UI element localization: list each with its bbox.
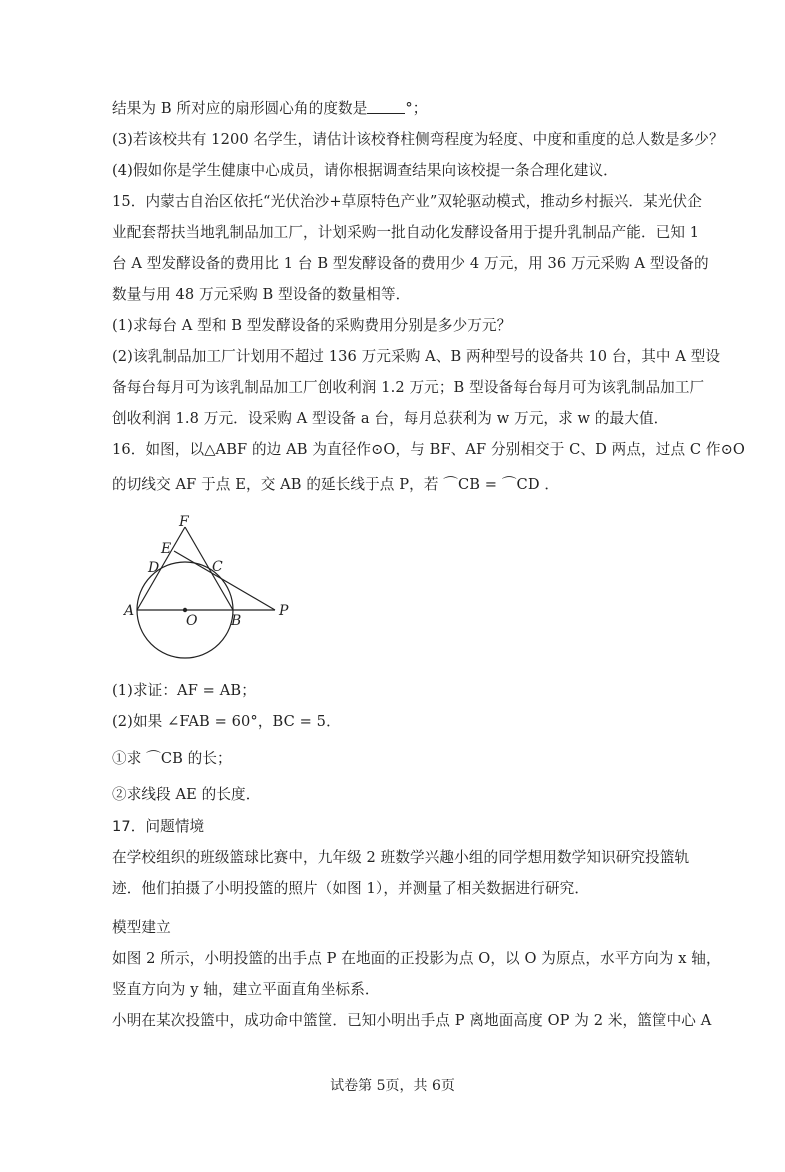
text-line-2: (3)若该校共有 1200 名学生，请估计该校脊柱侧弯程度为轻度、中度和重度的总人数是多少？: [112, 131, 724, 148]
question-17-title: 17．问题情境: [112, 818, 205, 835]
circle-triangle-diagram: [112, 510, 302, 670]
model-heading: 模型建立: [112, 919, 171, 936]
question-15-part-2-line-3: 创收利润 1.8 万元．设采购 A 型设备 a 台，每月总获利为 w 万元，求 w 的最大值．: [112, 410, 669, 427]
question-16-part-2: (2)如果 ∠FAB = 60°，BC = 5．: [112, 713, 341, 730]
question-16-line-1: 16．如图，以△ABF 的边 AB 为直径作⊙O，与 BF、AF 分别相交于 C、D 两点，过点 C 作⊙O: [112, 441, 745, 458]
question-15-line-2: 业配套帮扶当地乳制品加工厂，计划采购一批自动化发酵设备用于提升乳制品产能．已知 1: [112, 224, 700, 241]
label-f: F: [179, 514, 189, 530]
segment-af: [137, 527, 185, 610]
text-line-1: 结果为 B 所对应的扇形圆心角的度数是 °；: [112, 100, 428, 117]
tangent-ep: [174, 551, 275, 610]
question-16-sub-1: ①求 ⌒CB 的长；: [112, 750, 232, 767]
label-c: C: [212, 559, 223, 575]
question-16-sub-2: ②求线段 AE 的长度．: [112, 786, 261, 803]
label-a: A: [124, 603, 135, 619]
question-15-line-3: 台 A 型发酵设备的费用比 1 台 B 型发酵设备的费用少 4 万元，用 36 万元采购 A 型设备的: [112, 255, 709, 272]
page-footer: 试卷第 5页，共 6页: [330, 1078, 455, 1094]
question-15-part-2-line-1: (2)该乳制品加工厂计划用不超过 136 万元采购 A、B 两种型号的设备共 10 台，其中 A 型设: [112, 348, 721, 365]
question-17-line-1: 在学校组织的班级篮球比赛中，九年级 2 班数学兴趣小组的同学想用数学知识研究投篮轨: [112, 849, 690, 866]
label-e: E: [161, 541, 172, 557]
center-point: [183, 608, 187, 612]
segment-bf: [185, 527, 233, 610]
text-line-3: (4)假如你是学生健康中心成员，请你根据调查结果向该校提一条合理化建议．: [112, 162, 618, 179]
question-17-line-2: 迹．他们拍摄了小明投篮的照片（如图 1），并测量了相关数据进行研究．: [112, 880, 590, 897]
label-p: P: [279, 603, 289, 619]
question-15-line-4: 数量与用 48 万元采购 B 型设备的数量相等．: [112, 286, 411, 303]
question-17-line-5: 小明在某次投篮中，成功命中篮筐．已知小明出手点 P 离地面高度 OP 为 2 米，篮筐中心 A: [112, 1012, 712, 1029]
question-16-line-2: 的切线交 AF 于点 E，交 AB 的延长线于点 P，若 ⌒CB = ⌒CD ．: [112, 476, 560, 493]
question-15-line-1: 15．内蒙古自治区依托“光伏治沙+草原特色产业”双轮驱动模式，推动乡村振兴．某光伏企: [112, 193, 702, 210]
geometry-figure: [112, 510, 302, 670]
label-d: D: [148, 560, 160, 576]
question-17-line-4: 竖直方向为 y 轴，建立平面直角坐标系．: [112, 981, 380, 998]
answer-blank: [367, 99, 405, 114]
label-b: B: [231, 613, 242, 629]
label-o: O: [186, 613, 198, 629]
question-15-part-2-line-2: 备每台每月可为该乳制品加工厂创收利润 1.2 万元；B 型设备每台每月可为该乳制品加工厂: [112, 379, 705, 396]
question-15-part-1: (1)求每台 A 型和 B 型发酵设备的采购费用分别是多少万元？: [112, 317, 512, 334]
question-16-part-1: (1)求证：AF = AB；: [112, 682, 256, 699]
question-17-line-3: 如图 2 所示，小明投篮的出手点 P 在地面的正投影为点 O，以 O 为原点，水平方向为 x 轴，: [112, 950, 721, 967]
